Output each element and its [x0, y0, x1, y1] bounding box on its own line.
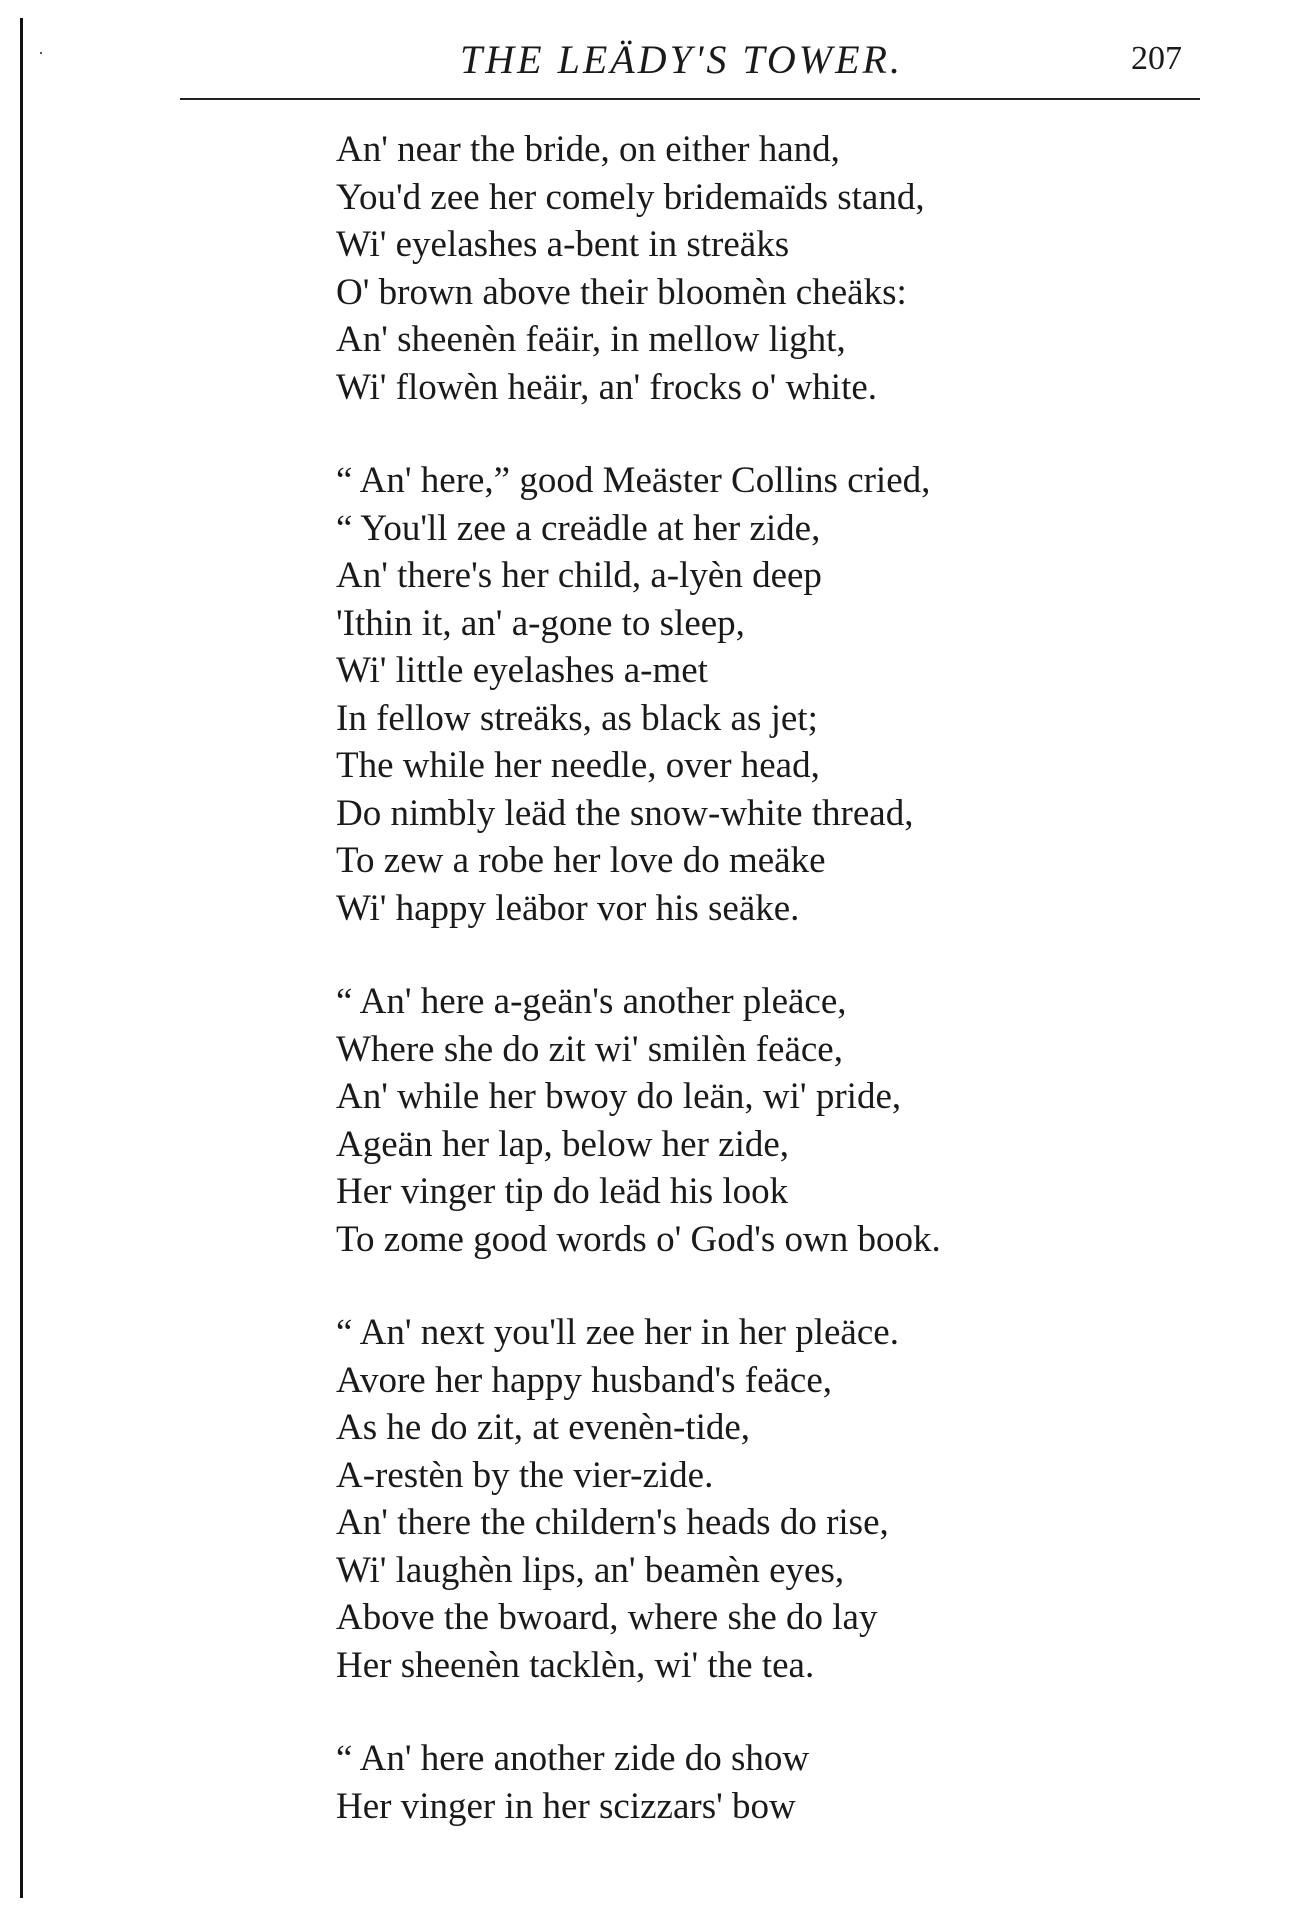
poem-line: “ An' here,” good Meäster Collins cried,: [336, 460, 931, 501]
poem-body: [336, 126, 1056, 1876]
poem-line: Above the bwoard, where she do lay: [336, 1597, 878, 1638]
poem-line: An' sheenèn feäir, in mellow light,: [336, 319, 846, 360]
poem-line: “ You'll zee a creädle at her zide,: [336, 507, 821, 549]
page-spine-edge: [20, 18, 23, 1898]
stanza: [336, 1735, 1056, 1830]
spine-mark: [40, 52, 42, 54]
stanza: [336, 126, 1056, 411]
poem-line: Avore her happy husband's feäce,: [336, 1359, 833, 1401]
poem-line: A-restèn by the vier-zide.: [336, 1454, 714, 1496]
poem-line: You'd zee her comely bridemaïds stand,: [336, 176, 925, 218]
poem-line: “ An' here a-geän's another pleäce,: [336, 981, 847, 1022]
poem-line: Wi' flowèn heäir, an' frocks o' white.: [336, 366, 878, 408]
poem-line: Wi' happy leäbor vor his seäke.: [336, 887, 800, 929]
poem-line: Wi' eyelashes a-bent in streäks: [336, 224, 790, 265]
poem-line: As he do zit, at evenèn-tide,: [336, 1407, 751, 1448]
header-rule: [180, 98, 1200, 100]
poem-line: Her sheenèn tacklèn, wi' the tea.: [336, 1644, 815, 1686]
poem-line: The while her needle, over head,: [336, 745, 820, 786]
stanza: [336, 457, 1056, 932]
poem-line: O' brown above their bloomèn cheäks:: [336, 271, 907, 313]
poem-line: An' there's her child, a-lyèn deep: [336, 555, 822, 596]
running-title: THE LEÄDY'S TOWER.: [460, 37, 903, 82]
poem-line: To zew a robe her love do meäke: [336, 840, 826, 881]
poem-line: An' while her bwoy do leän, wi' pride,: [336, 1076, 902, 1117]
poem-line: Ageän her lap, below her zide,: [336, 1123, 790, 1165]
page-header: [180, 36, 1190, 86]
poem-line: Where she do zit wi' smilèn feäce,: [336, 1028, 843, 1070]
poem-line: 'Ithin it, an' a-gone to sleep,: [336, 602, 745, 644]
poem-line: Wi' laughèn lips, an' beamèn eyes,: [336, 1549, 845, 1591]
poem-line: “ An' here another zide do show: [336, 1738, 810, 1779]
stanza: [336, 1309, 1056, 1689]
poem-line: An' near the bride, on either hand,: [336, 129, 840, 170]
poem-line: In fellow streäks, as black as jet;: [336, 697, 818, 739]
poem-line: Her vinger in her scizzars' bow: [336, 1785, 796, 1827]
page-number: 207: [1131, 40, 1182, 77]
poem-line: An' there the childern's heads do rise,: [336, 1502, 889, 1543]
poem-line: “ An' next you'll zee her in her pleäce.: [336, 1312, 899, 1353]
poem-line: Her vinger tip do leäd his look: [336, 1171, 789, 1212]
poem-line: To zome good words o' God's own book.: [336, 1218, 941, 1260]
poem-line: Wi' little eyelashes a-met: [336, 650, 708, 691]
poem-line: Do nimbly leäd the snow-white thread,: [336, 792, 914, 834]
stanza: [336, 978, 1056, 1263]
